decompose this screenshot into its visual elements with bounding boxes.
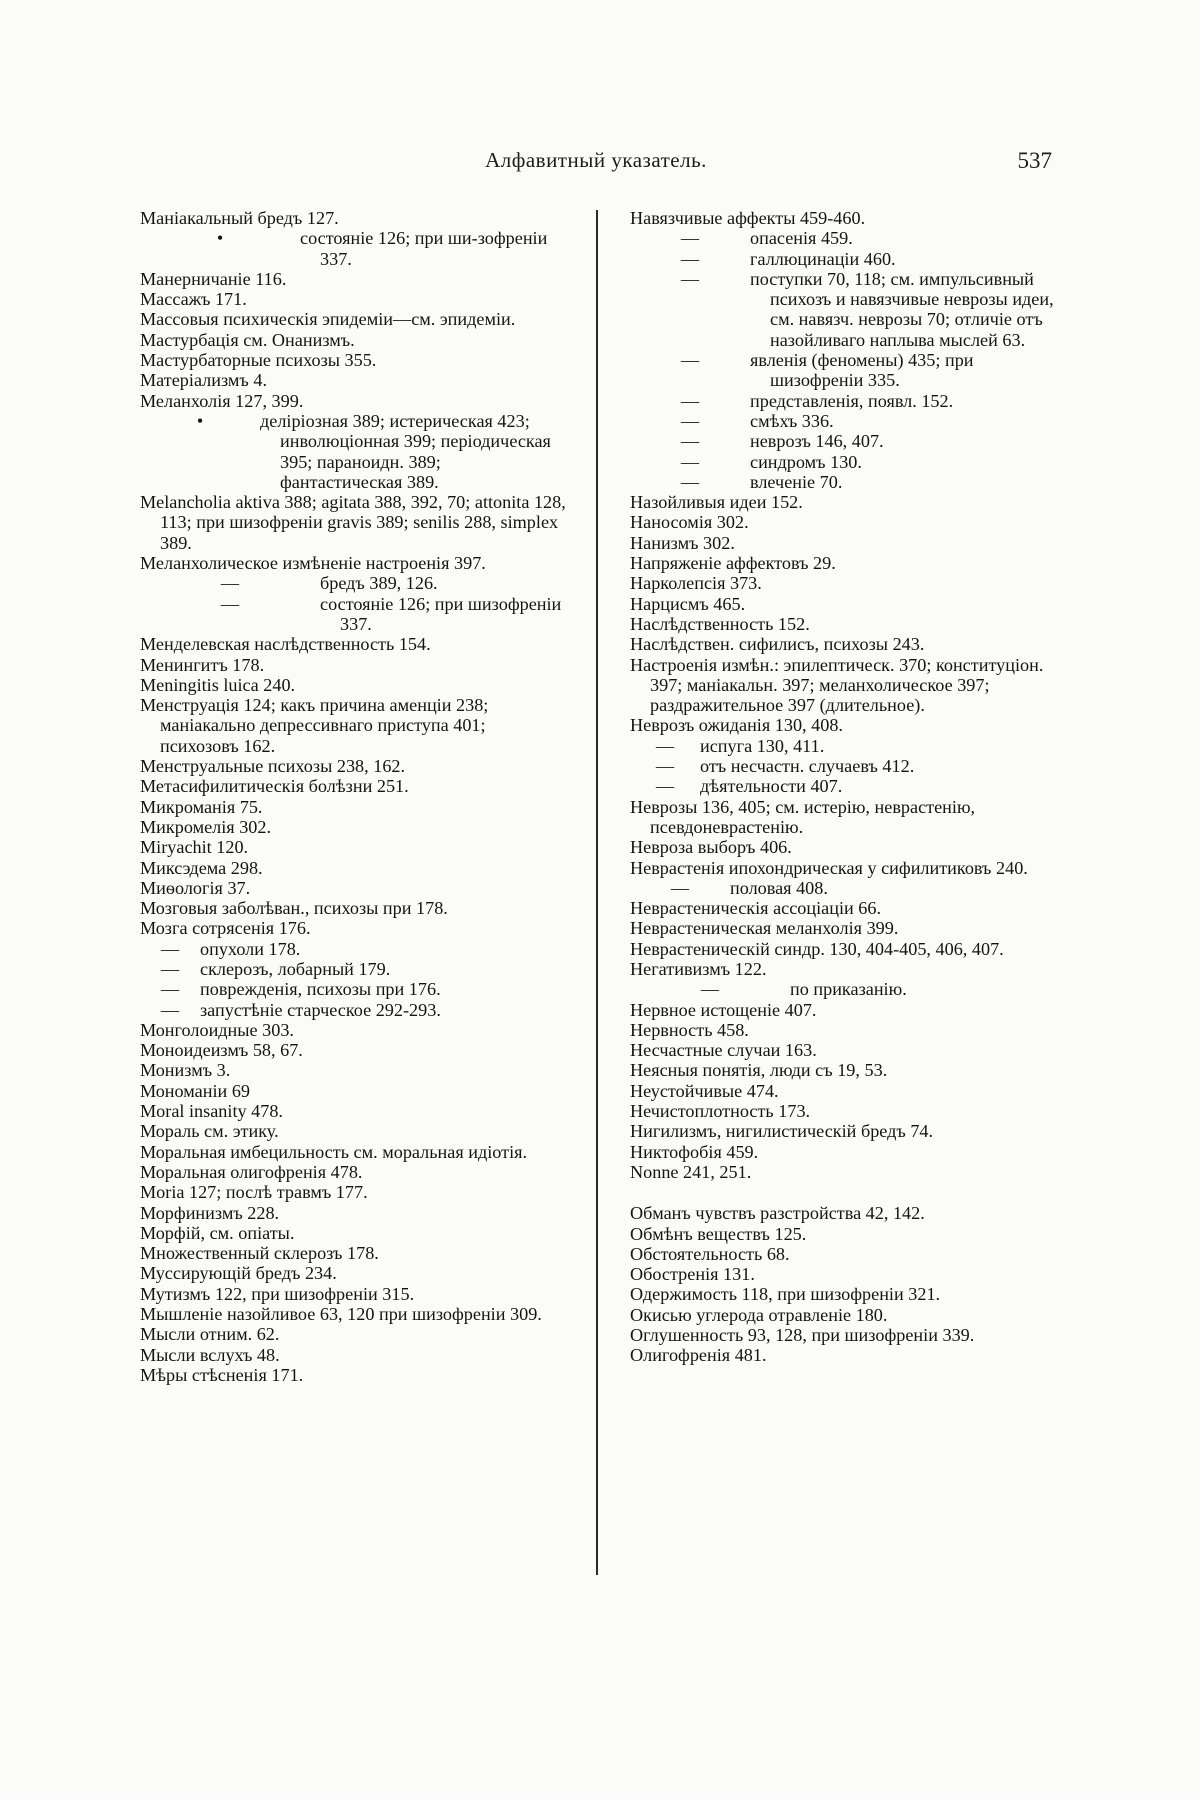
index-entry: Менингитъ 178. bbox=[140, 654, 265, 675]
index-entry: Манерничаніе 116. bbox=[140, 268, 287, 289]
index-entry: Менструальные психозы 238, 162. bbox=[140, 756, 406, 777]
index-entry: Наслѣдствен. сифилисъ, психозы 243. bbox=[630, 634, 925, 655]
ditto-mark: — bbox=[680, 350, 700, 371]
index-entry: Мышленіе назойливое 63, 120 при шизофреніи 309. bbox=[140, 1304, 542, 1325]
index-entry bbox=[630, 736, 1058, 756]
index-entry bbox=[140, 573, 566, 593]
index-entry bbox=[630, 391, 1058, 411]
index-entry: Неясныя понятія, люди съ 19, 53. bbox=[630, 1060, 888, 1081]
index-entry: Обстоятельность 68. bbox=[630, 1243, 790, 1264]
index-entry bbox=[630, 776, 1058, 796]
index-entry: Монизмъ 3. bbox=[140, 1060, 231, 1081]
index-entry: Миѳологія 37. bbox=[140, 877, 251, 898]
page-header bbox=[140, 148, 1052, 178]
index-entry: Мастурбація см. Онанизмъ. bbox=[140, 329, 355, 350]
ditto-mark: — bbox=[680, 268, 700, 289]
index-entry: Неустойчивые 474. bbox=[630, 1080, 779, 1101]
index-entry-text: опасенія 459. bbox=[750, 228, 853, 249]
ditto-mark: • bbox=[216, 228, 224, 249]
index-entry: Миксэдема 298. bbox=[140, 857, 263, 878]
index-entry: Моноидеизмъ 58, 67. bbox=[140, 1040, 303, 1061]
index-entry-text: испуга 130, 411. bbox=[700, 735, 825, 756]
index-entry-text: смѣхъ 336. bbox=[750, 410, 834, 431]
ditto-mark: — bbox=[680, 248, 700, 269]
index-entry: Массовыя психическія эпидеміи—см. эпидеміи. bbox=[140, 309, 516, 330]
index-entry: Меланхолическое измѣненіе настроенія 397. bbox=[140, 553, 486, 574]
index-entry: Оглушенность 93, 128, при шизофреніи 339. bbox=[630, 1325, 975, 1346]
index-entry bbox=[140, 228, 566, 269]
index-entry: Мораль см. этику. bbox=[140, 1121, 279, 1142]
ditto-mark: — bbox=[700, 979, 720, 1000]
index-entry: Неврозы 136, 405; см. истерію, неврастенію, псевдоневрастенію. bbox=[630, 796, 976, 837]
index-entry bbox=[630, 452, 1058, 472]
index-entry: Неврастеническій синдр. 130, 404-405, 406, 407. bbox=[630, 938, 1004, 959]
index-entry bbox=[630, 979, 1058, 999]
index-entry: Назойливыя идеи 152. bbox=[630, 492, 803, 513]
ditto-mark: — bbox=[220, 593, 240, 614]
ditto-mark: — bbox=[680, 390, 700, 411]
index-entry: Моральная олигофренія 478. bbox=[140, 1161, 363, 1182]
ditto-mark: — bbox=[160, 999, 180, 1020]
index-entry-text: представленія, появл. 152. bbox=[750, 390, 954, 411]
index-entry-text: дѣятельности 407. bbox=[700, 776, 843, 797]
index-entry bbox=[140, 939, 566, 959]
index-entry bbox=[630, 431, 1058, 451]
index-entry: Мастурбаторные психозы 355. bbox=[140, 350, 377, 371]
index-entry: Матеріализмъ 4. bbox=[140, 370, 268, 391]
column-divider bbox=[596, 210, 598, 1575]
ditto-mark: — bbox=[160, 958, 180, 979]
index-entry: Нарцисмъ 465. bbox=[630, 593, 746, 614]
index-entry-text: поступки 70, 118; см. импульсивный психозъ и навязчивые неврозы идеи, см. навязч. неврозы 70; отличіе отъ назойливаго наплыва мыслей 63. bbox=[750, 268, 1054, 350]
index-entry: Одержимость 118, при шизофреніи 321. bbox=[630, 1284, 941, 1305]
index-entry bbox=[140, 959, 566, 979]
index-entry: Moral insanity 478. bbox=[140, 1101, 283, 1122]
index-entry: Напряженіе аффектовъ 29. bbox=[630, 553, 836, 574]
index-entry: Менделевская наслѣдственность 154. bbox=[140, 634, 431, 655]
index-entry: Мозговыя заболѣван., психозы при 178. bbox=[140, 898, 448, 919]
ditto-mark: — bbox=[655, 756, 675, 777]
ditto-mark: — bbox=[670, 877, 690, 898]
index-entry: Моральная имбецильность см. моральная идіотія. bbox=[140, 1141, 528, 1162]
index-entry: Мономаніи 69 bbox=[140, 1080, 251, 1101]
index-entry: Настроенія измѣн.: эпилептическ. 370; конституціон. 397; маніакальн. 397; меланхолическое 397; раздражительное 397 (длительное). bbox=[630, 654, 1044, 716]
index-entry: Морфинизмъ 228. bbox=[140, 1202, 280, 1223]
index-entry bbox=[630, 249, 1058, 269]
index-entry: Морфій, см. опіаты. bbox=[140, 1222, 295, 1243]
index-entry-text: отъ несчастн. случаевъ 412. bbox=[700, 756, 915, 777]
ditto-mark: — bbox=[655, 735, 675, 756]
ditto-mark: • bbox=[196, 410, 204, 431]
ditto-mark: — bbox=[680, 471, 700, 492]
index-entry: Наносомія 302. bbox=[630, 512, 749, 533]
index-entry: Обманъ чувствъ разстройства 42, 142. bbox=[630, 1203, 925, 1224]
index-entry: Обмѣнъ веществъ 125. bbox=[630, 1223, 807, 1244]
index-entry: Мысли вслухъ 48. bbox=[140, 1344, 280, 1365]
ditto-mark: — bbox=[160, 979, 180, 1000]
index-entry bbox=[630, 756, 1058, 776]
ditto-mark: — bbox=[680, 410, 700, 431]
index-entry bbox=[630, 350, 1058, 391]
index-entry: Нечистоплотность 173. bbox=[630, 1101, 811, 1122]
index-entry-text: влеченіе 70. bbox=[750, 471, 843, 492]
index-entry-text: галлюцинаціи 460. bbox=[750, 248, 896, 269]
ditto-mark: — bbox=[160, 938, 180, 959]
ditto-mark: — bbox=[680, 228, 700, 249]
index-entry: Мозга сотрясенія 176. bbox=[140, 918, 311, 939]
index-entry: Невроза выборъ 406. bbox=[630, 837, 792, 858]
index-entry bbox=[140, 411, 566, 492]
index-entry: Монголоидные 303. bbox=[140, 1019, 294, 1040]
index-entry-text: явленія (феномены) 435; при шизофреніи 335. bbox=[750, 350, 974, 391]
index-entry: Нервность 458. bbox=[630, 1019, 749, 1040]
index-entry: Меланхолія 127, 399. bbox=[140, 390, 304, 411]
index-entry bbox=[140, 594, 566, 635]
index-entry: Нервное истощеніе 407. bbox=[630, 999, 817, 1020]
page-number: 537 bbox=[1017, 148, 1052, 173]
index-entry-text: состояніе 126; при ши-зофреніи 337. bbox=[300, 228, 548, 269]
index-entry: Неврастеническая меланхолія 399. bbox=[630, 918, 899, 939]
index-entry: Микромелія 302. bbox=[140, 816, 272, 837]
index-entry: Нигилизмъ, нигилистическій бредъ 74. bbox=[630, 1121, 934, 1142]
index-entry-text: неврозъ 146, 407. bbox=[750, 431, 884, 452]
running-title: Алфавитный указатель. bbox=[485, 148, 707, 172]
index-entry-text: синдромъ 130. bbox=[750, 451, 862, 472]
index-entry-text: опухоли 178. bbox=[200, 938, 301, 959]
index-entry-text: по приказанію. bbox=[790, 979, 907, 1000]
index-entry-text: бредъ 389, 126. bbox=[320, 573, 438, 594]
ditto-mark: — bbox=[680, 431, 700, 452]
index-entry: Множественный склерозъ 178. bbox=[140, 1243, 379, 1264]
index-entry: Мѣры стѣсненія 171. bbox=[140, 1364, 304, 1385]
index-entry: Микроманія 75. bbox=[140, 796, 263, 817]
index-entry-text: половая 408. bbox=[730, 877, 828, 898]
ditto-mark: — bbox=[220, 573, 240, 594]
index-entry: Miryachit 120. bbox=[140, 837, 249, 858]
index-entry bbox=[630, 472, 1058, 492]
index-entry: Нанизмъ 302. bbox=[630, 532, 735, 553]
index-entry: Массажъ 171. bbox=[140, 289, 247, 310]
index-entry: Неврастенія ипохондрическая у сифилитиковъ 240. bbox=[630, 857, 1028, 878]
index-entry: Moria 127; послѣ травмъ 177. bbox=[140, 1182, 368, 1203]
index-entry-text: деліріозная 389; истерическая 423; инволюціонная 399; періодическая 395; параноидн. 389; фантастическая 389. bbox=[260, 410, 551, 492]
ditto-mark: — bbox=[655, 776, 675, 797]
index-entry: Маніакальный бредъ 127. bbox=[140, 208, 339, 228]
index-entry: Наслѣдственность 152. bbox=[630, 613, 810, 634]
index-entry-text: склерозъ, лобарный 179. bbox=[200, 958, 391, 979]
index-entry bbox=[140, 1000, 566, 1020]
index-entry: Навязчивые аффекты 459-460. bbox=[630, 208, 866, 228]
index-entry: Окисью углерода отравленіе 180. bbox=[630, 1304, 888, 1325]
index-entry: Никтофобія 459. bbox=[630, 1141, 759, 1162]
index-entry: Обостренія 131. bbox=[630, 1264, 755, 1285]
ditto-mark: — bbox=[680, 451, 700, 472]
index-entry: Мутизмъ 122, при шизофреніи 315. bbox=[140, 1283, 415, 1304]
index-column-right bbox=[630, 208, 1058, 1366]
index-entry bbox=[630, 228, 1058, 248]
index-entry bbox=[630, 878, 1058, 898]
index-column-left bbox=[140, 208, 566, 1385]
index-entry-text: запустѣніе старческое 292-293. bbox=[200, 999, 441, 1020]
index-entry: Муссирующій бредъ 234. bbox=[140, 1263, 337, 1284]
index-entry: Melancholia aktiva 388; agitata 388, 392, 70; attonita 128, 113; при шизофреніи gravis 389; senilis 288, simplex 389. bbox=[140, 492, 566, 553]
index-entry: Неврастеническія ассоціаціи 66. bbox=[630, 898, 882, 919]
index-entry: Неврозъ ожиданія 130, 408. bbox=[630, 715, 843, 736]
index-entry: Нарколепсія 373. bbox=[630, 573, 762, 594]
index-entry-text: поврежденія, психозы при 176. bbox=[200, 979, 441, 1000]
index-entry: Nonne 241, 251. bbox=[630, 1161, 752, 1182]
index-entry bbox=[140, 979, 566, 999]
index-entry: Олигофренія 481. bbox=[630, 1345, 767, 1366]
index-entry: Мысли отним. 62. bbox=[140, 1324, 280, 1345]
index-entry bbox=[630, 411, 1058, 431]
index-entry: Менструація 124; какъ причина аменціи 238; маніакально депрессивнаго приступа 401; психозовъ 162. bbox=[140, 695, 489, 756]
index-entry bbox=[630, 269, 1058, 350]
index-entry: Негативизмъ 122. bbox=[630, 958, 767, 979]
index-entry: Метасифилитическія болѣзни 251. bbox=[140, 776, 409, 797]
index-entry: Несчастные случаи 163. bbox=[630, 1040, 817, 1061]
index-entry: Meningitis luica 240. bbox=[140, 674, 296, 695]
index-entry-text: состояніе 126; при шизофреніи 337. bbox=[320, 593, 562, 634]
